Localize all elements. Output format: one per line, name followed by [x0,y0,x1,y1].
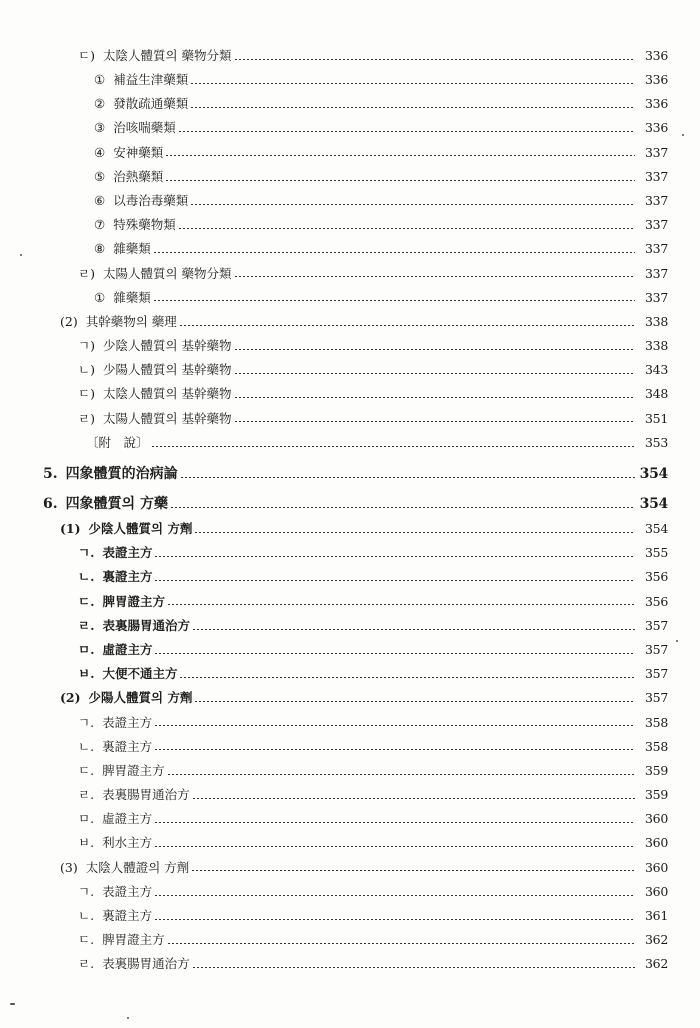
toc-entry-title: 太陽人體質의 藥物分類 [102,265,232,281]
toc-entry[interactable] [0,165,700,189]
toc-entry-page: 336 [645,47,668,63]
toc-entry-number: ㄹ. [78,787,95,803]
toc-entry[interactable] [0,358,700,382]
toc-entry[interactable] [0,566,700,590]
toc-entry-number: (2) [60,313,78,329]
toc-entry[interactable] [0,117,700,141]
toc-entry-title: 裏證主方 [102,738,153,754]
toc-entry-number: ㄹ. [78,956,95,972]
toc-entry-number: ㄷ. [78,593,95,609]
toc-entry-title: 其幹藥物의 藥理 [85,313,177,329]
toc-entry-number: ㄷ. [78,932,95,948]
toc-entry-title: 脾胃證主方 [102,932,165,948]
toc-entry-number: (2) [60,690,81,706]
toc-entry-number: ⑦ [94,217,106,233]
toc-entry-page: 336 [645,120,668,136]
toc-entry-number: ㄱ. [78,883,95,899]
toc-entry-number: ⑤ [94,168,106,184]
toc-entry-title: 少陰人體質의 基幹藥物 [102,338,232,354]
toc-entry-title: 裏證主方 [102,569,153,585]
dot-leader [167,943,635,944]
toc-entry-number: ① [94,289,106,305]
toc-entry-number: ㄷ) [78,386,95,402]
dot-leader [153,300,635,301]
dot-leader [179,325,635,326]
toc-entry[interactable] [0,904,700,928]
toc-entry[interactable] [0,491,700,517]
toc-entry-page: 337 [645,241,668,257]
scan-speck [127,1017,129,1019]
toc-entry[interactable] [0,92,700,116]
dot-leader [154,822,635,823]
toc-entry-page: 351 [645,410,668,426]
toc-entry-page: 357 [645,617,668,633]
toc-entry-page: 355 [645,545,668,561]
toc-entry-title: 〔附 說〕 [86,434,149,450]
toc-entry-title: 雜藥類 [113,289,151,305]
toc-entry-number: 5. [43,466,58,483]
toc-entry[interactable] [0,461,700,487]
toc-entry-number: ㄴ. [78,569,95,585]
toc-entry-page: 360 [645,811,668,827]
dot-leader [178,228,635,229]
toc-entry-title: 太陰人體質의 藥物分類 [102,47,232,63]
toc-entry-page: 360 [645,859,668,875]
toc-entry[interactable] [0,614,700,638]
dot-leader [154,846,635,847]
toc-entry-page: 348 [645,386,668,402]
toc-entry-page: 360 [645,835,668,851]
toc-entry-title: 虛證主方 [102,811,153,827]
dot-leader [165,180,635,181]
toc-entry[interactable] [0,662,700,686]
toc-entry-page: 354 [639,496,668,513]
toc-entry[interactable] [0,407,700,431]
toc-entry[interactable] [0,711,700,735]
dot-leader [180,477,635,478]
toc-entry-page: 356 [645,569,668,585]
toc-entry[interactable] [0,880,700,904]
toc-entry[interactable] [0,856,700,880]
toc-entry[interactable] [0,262,700,286]
toc-entry-number: (1) [60,521,81,537]
toc-entry-page: 360 [645,883,668,899]
toc-entry-number: ③ [94,120,106,136]
toc-entry-page: 359 [645,762,668,778]
toc-entry-number: ㄷ. [78,762,95,778]
toc-entry-page: 357 [645,666,668,682]
toc-entry-page: 337 [645,265,668,281]
dot-leader [154,749,635,750]
toc-entry[interactable] [0,213,700,237]
dot-leader [234,349,635,350]
toc-entry[interactable] [0,310,700,334]
dot-leader [178,131,635,132]
toc-entry-number: ① [94,72,106,88]
toc-entry-page: 358 [645,714,668,730]
toc-entry-title: 表裏腸胃通治方 [102,787,190,803]
toc-entry-title: 大便不通主方 [102,666,178,682]
toc-entry-page: 357 [645,690,668,706]
toc-entry-title: 表證主方 [102,714,153,730]
dot-leader [154,725,635,726]
toc-entry-page: 336 [645,72,668,88]
toc-entry[interactable] [0,638,700,662]
toc-entry-title: 表裏腸胃通治方 [102,617,190,633]
dot-leader [194,532,635,533]
dot-leader [192,967,635,968]
toc-entry-page: 359 [645,787,668,803]
dot-leader [192,629,635,630]
toc-entry-number: ㅂ. [78,835,95,851]
toc-entry[interactable] [0,517,700,541]
toc-entry-number: ㄱ. [78,714,95,730]
toc-entry-title: 裏證主方 [102,908,153,924]
toc-entry-number: ㄴ) [78,362,95,378]
toc-entry-title: 以毒治毒藥類 [113,192,189,208]
toc-entry[interactable] [0,807,700,831]
toc-entry[interactable] [0,383,700,407]
dot-leader [190,83,635,84]
toc-entry-page: 337 [645,168,668,184]
dot-leader [167,604,635,605]
toc-entry-title: 少陰人體質의 方劑 [88,521,193,537]
dot-leader [154,653,635,654]
dot-leader [234,397,635,398]
toc-entry-title: 四象體質的治病論 [65,466,178,483]
dot-leader [154,580,635,581]
toc-entry-page: 343 [645,362,668,378]
toc-entry-title: 脾胃證主方 [102,593,165,609]
toc-entry[interactable] [0,590,700,614]
toc-entry[interactable] [0,832,700,856]
toc-entry-page: 353 [645,434,668,450]
toc-entry-page: 337 [645,217,668,233]
toc-entry[interactable] [0,541,700,565]
toc-entry-page: 361 [645,908,668,924]
toc-entry-title: 補益生津藥類 [113,72,189,88]
dot-leader [190,204,635,205]
toc-entry-number: ⑥ [94,192,106,208]
toc-entry[interactable] [0,189,700,213]
toc-entry[interactable] [0,286,700,310]
toc-entry-page: 354 [645,521,668,537]
toc-entry-page: 337 [645,144,668,160]
dot-leader [234,421,635,422]
toc-entry[interactable] [0,68,700,92]
toc-entry[interactable] [0,783,700,807]
toc-entry-title: 脾胃證主方 [102,762,165,778]
toc-entry-number: ② [94,96,106,112]
scan-speck [676,640,678,642]
toc-entry-page: 358 [645,738,668,754]
toc-entry-title: 利水主方 [102,835,153,851]
toc-entry-page: 337 [645,192,668,208]
toc-entry[interactable] [0,687,700,711]
dot-leader [191,870,635,871]
toc-entry-title: 太陽人體質의 基幹藥物 [102,410,232,426]
toc-entry-page: 338 [645,313,668,329]
scan-speck [10,1003,15,1005]
toc-entry-number: ㄹ. [78,617,95,633]
dot-leader [170,507,635,508]
toc-entry-number: ㄹ) [78,410,95,426]
dot-leader [234,373,635,374]
toc-entry-number: ㄱ) [78,338,95,354]
toc-entry-page: 356 [645,593,668,609]
dot-leader [154,895,635,896]
toc-entry-number: (3) [60,859,78,875]
toc-entry-page: 337 [645,289,668,305]
dot-leader [234,276,635,277]
toc-entry[interactable] [0,431,700,455]
toc-entry-title: 太陰人體證의 方劑 [85,859,190,875]
toc-entry-title: 治咳喘藥類 [113,120,176,136]
dot-leader [179,677,635,678]
scan-speck [682,134,684,136]
toc-entry-title: 表證主方 [102,545,153,561]
toc-entry-number: ㅁ. [78,811,95,827]
dot-leader [192,798,635,799]
toc-entry-title: 發散疏通藥類 [113,96,189,112]
toc-entry-number: ㄷ) [78,47,95,63]
toc-entry-title: 表裏腸胃通治方 [102,956,190,972]
dot-leader [153,252,635,253]
toc-entry-title: 少陽人體質의 基幹藥物 [102,362,232,378]
toc-entry-title: 四象體質의 方藥 [65,496,169,513]
toc-entry[interactable] [0,334,700,358]
toc-entry-title: 少陽人體質의 方劑 [88,690,193,706]
toc-entry-title: 治熱藥類 [113,168,164,184]
toc-entry-page: 354 [639,466,668,483]
toc-entry-page: 338 [645,338,668,354]
toc-entry-title: 安神藥類 [113,144,164,160]
dot-leader [190,107,635,108]
toc-entry-title: 虛證主方 [102,641,153,657]
dot-leader [151,446,635,447]
toc-entry-title: 特殊藥物類 [113,217,176,233]
dot-leader [194,701,635,702]
toc-entry-page: 362 [645,956,668,972]
toc-entry-number: ④ [94,144,106,160]
dot-leader [154,556,635,557]
dot-leader [234,59,635,60]
toc-entry-number: ㅁ. [78,641,95,657]
toc-entry-number: ㄹ) [78,265,95,281]
toc-entry[interactable] [0,953,700,977]
toc-entry[interactable] [0,238,700,262]
dot-leader [165,155,635,156]
toc-entry[interactable] [0,44,700,68]
toc-entry[interactable] [0,141,700,165]
toc-entry-number: 6. [43,496,58,513]
table-of-contents [0,44,700,977]
toc-entry-page: 336 [645,96,668,112]
scan-speck [20,254,22,256]
toc-entry-number: ㄱ. [78,545,95,561]
toc-entry-page: 362 [645,932,668,948]
dot-leader [167,774,635,775]
toc-entry-title: 太陰人體質의 基幹藥物 [102,386,232,402]
toc-entry-title: 表證主方 [102,883,153,899]
toc-entry-number: ㄴ. [78,908,95,924]
toc-entry-number: ㅂ. [78,666,95,682]
toc-entry-number: ㄴ. [78,738,95,754]
toc-entry[interactable] [0,735,700,759]
toc-entry[interactable] [0,928,700,952]
toc-entry[interactable] [0,759,700,783]
dot-leader [154,919,635,920]
toc-entry-title: 雜藥類 [113,241,151,257]
toc-entry-page: 357 [645,641,668,657]
toc-entry-number: ⑧ [94,241,106,257]
